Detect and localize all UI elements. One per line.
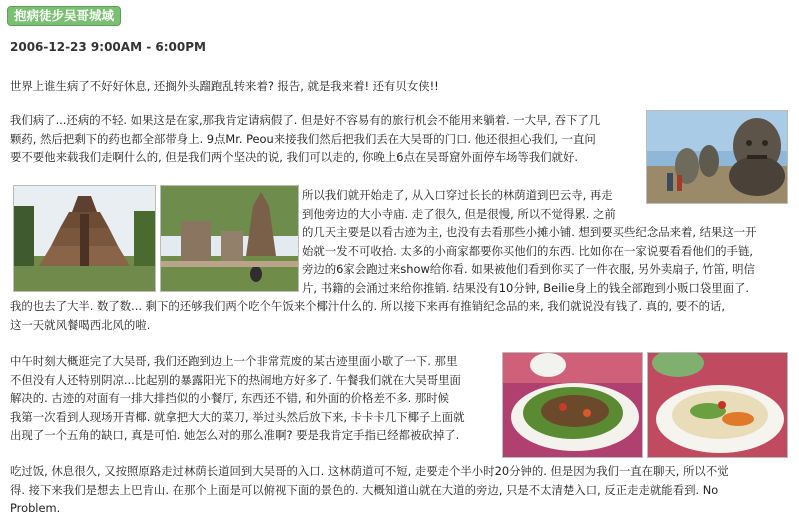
text-line: 我的也去了大半. 数了数... 剩下的还够我们两个吃个午饭来个椰汁什么的. 所以接下来再有推销纪念品的来, 我们就说没有钱了. 真的, 要不的话,: [10, 299, 725, 313]
post-date: 2006-12-23 9:00AM - 6:00PM: [10, 40, 206, 54]
noodle-salad-photo: [647, 352, 788, 458]
text-line: 始就一发不可收拾. 太多的小商家都要你买他们的东西. 比如你在一家说要看看他们的手链,: [302, 243, 753, 258]
temple-ruins-photo: [160, 185, 299, 292]
text-line: 不但没有人还特别阴凉...比起别的暴露阳光下的热闹地方好多了. 午餐我们就在大吴哥里面: [10, 372, 461, 387]
paragraph-lunch: [10, 352, 500, 445]
text-line: 所以我们就开始走了, 从入口穿过长长的林荫道到巴云寺, 再走: [302, 188, 613, 202]
text-line: 解决的. 古迹的对面有一排大排挡似的小餐厅, 东西还不错, 和外面的价格差不多. 那时候: [10, 391, 450, 406]
paragraph-shopping-continued: [10, 297, 790, 334]
text-line: 我第一次看到人现场开青椰. 就拿把大大的菜刀, 举过头然后放下来, 卡卡卡几下椰子上面就: [10, 409, 465, 424]
text-line: 旁边的6家会跑过来show给你看. 如果被他们看到你买了一件衣服, 另外卖扇子, 竹笛, 明信: [302, 262, 755, 277]
text-line: 中午时刻大概逛完了大吴哥, 我们还跑到边上一个非常荒废的某古迹里面小歇了一下. 那里: [10, 354, 458, 368]
paragraph-shopping: [302, 186, 790, 298]
text-line: 这一天就风餐喝西北风的啦.: [10, 317, 151, 332]
text-line: Problem.: [10, 501, 61, 516]
text-line: 要不要他来载我们走啊什么的, 但是我们两个坚决的说, 我们可以走的, 你晚上6点在吴哥窟外面停车场等我们就好.: [10, 150, 578, 165]
text-line: 颗药, 然后把剩下的药也都全部带身上. 9点Mr. Peou来接我们然后把我们丢在大吴哥的门口. 他还很担心我们, 一直问: [10, 131, 596, 146]
text-line: 得. 接下来我们是想去上巴肯山. 在那个上面是可以俯视下面的景色的. 大概知道山就在大道的旁边, 只是不太清楚入口, 反正走走就能看到. No: [10, 482, 719, 497]
post-title: 抱病徒步吴哥城域: [8, 7, 120, 25]
text-line: 的几天主要是以看古迹为主, 也没有去看那些小摊小铺. 想到要买些纪念品来着, 结果这一开: [302, 225, 757, 240]
food-plate-photo: [502, 352, 643, 458]
text-line: 我们病了...还病的不轻. 如果这是在家,那我肯定请病假了. 但是好不容易有的旅行机会不能用来躺着. 一大早, 吞下了几: [10, 113, 601, 127]
text-line: 吃过饭, 休息很久, 又按照原路走过林荫长道回到大吴哥的入口. 这林荫道可不短, 走要走个半小时20分钟的. 但是因为我们一直在聊天, 所以不觉: [10, 464, 729, 478]
text-line: 出现了一个五角的缺口, 真是可怕. 她怎么对的那么准啊? 要是我肯定手指已经都被砍掉了.: [10, 428, 460, 443]
paragraph-morning: [10, 111, 645, 167]
text-line: 到他旁边的大小寺庙. 走了很久, 但是很慢, 所以不觉得累. 之前: [302, 206, 616, 221]
temple-pyramid-photo: [13, 185, 156, 292]
text-line: 片, 书籍的会涌过来给你推销. 结果没有10分钟, Beilie身上的钱全部跑到小贩口袋里面了.: [302, 280, 750, 295]
paragraph-intro: 世界上谁生病了不好好休息, 还搁外头蹓跑乱转来着? 报告, 就是我来着! 还有贝女侠!!: [10, 79, 439, 93]
paragraph-afternoon: [10, 462, 790, 518]
